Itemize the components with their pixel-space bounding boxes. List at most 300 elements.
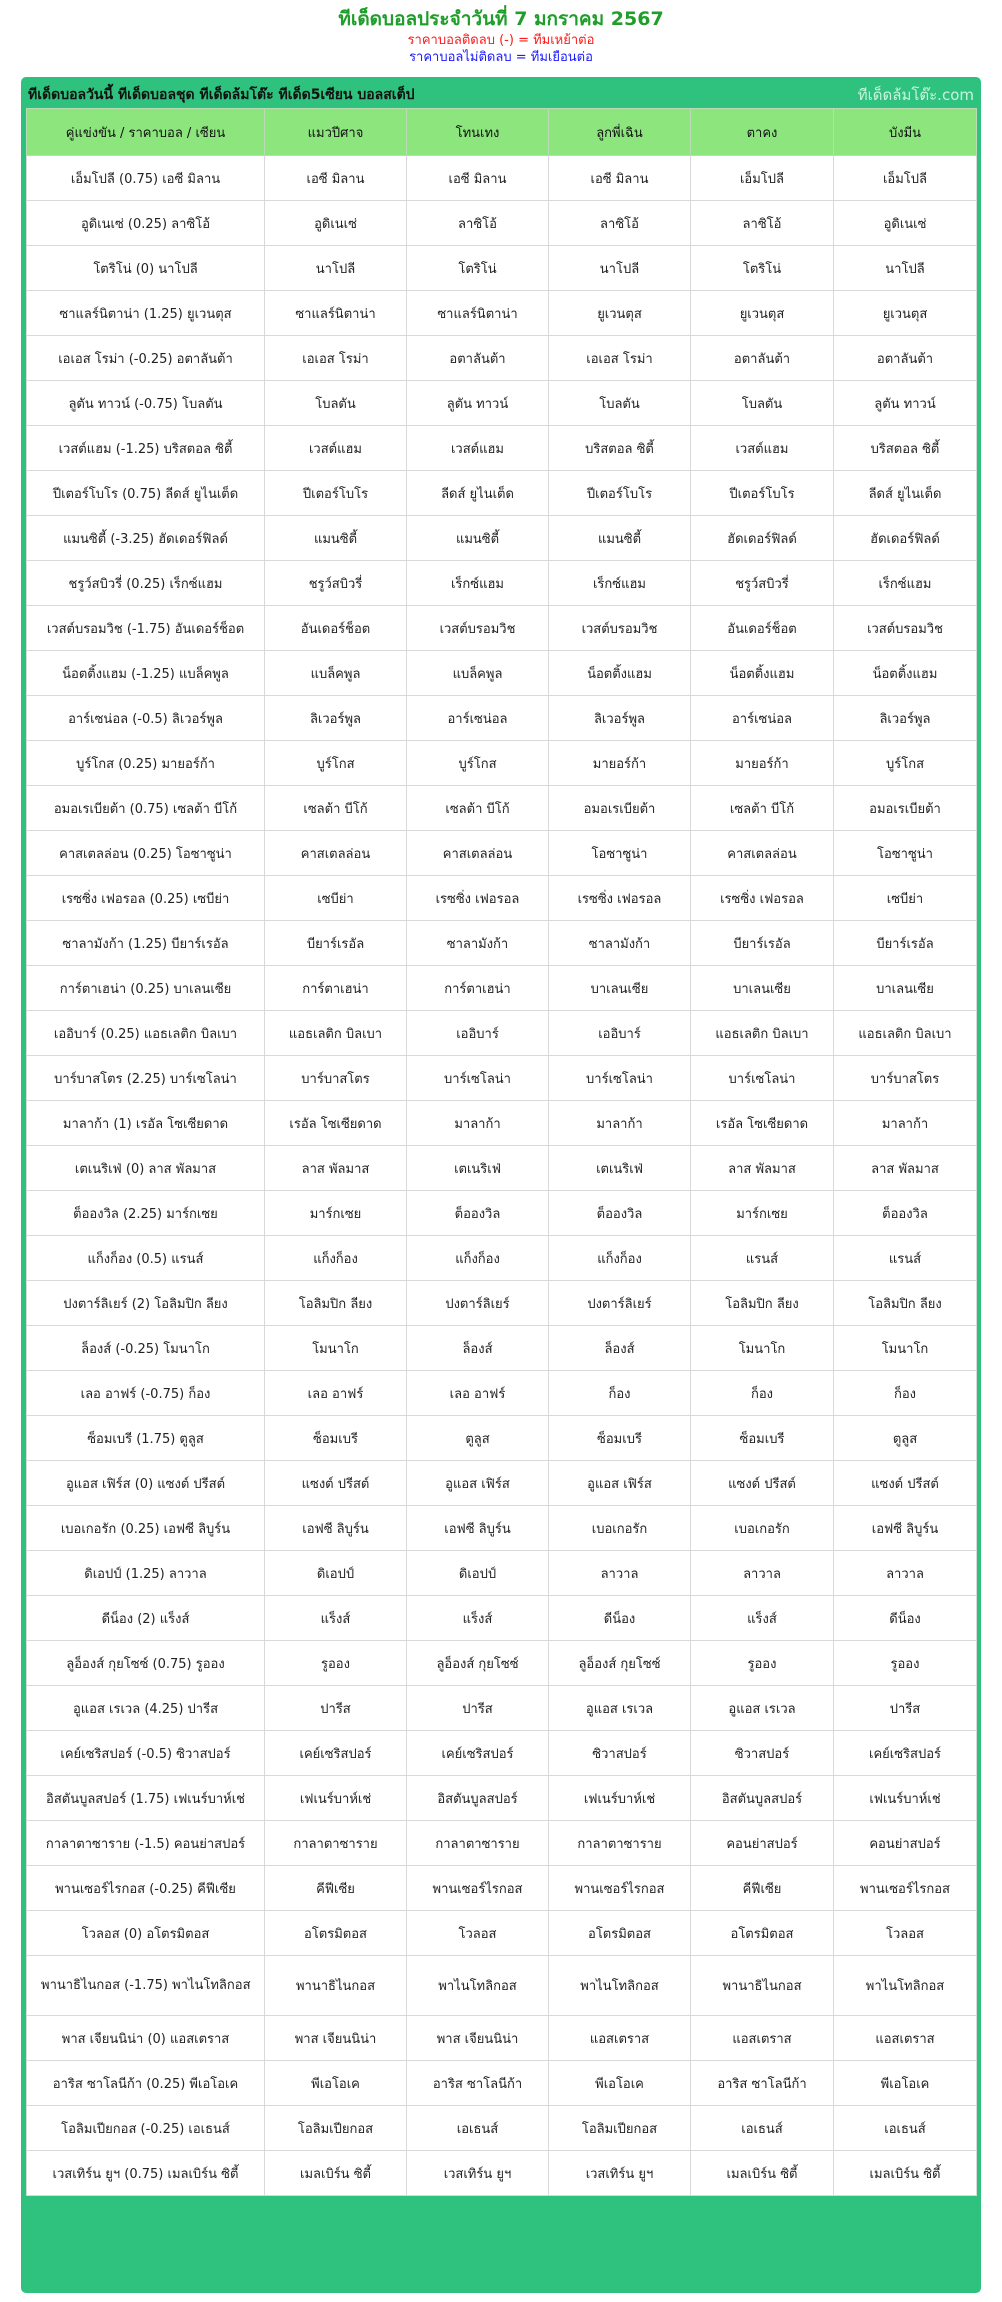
pick-cell: โอลิมปิก ลียง: [265, 1281, 407, 1326]
pick-cell: ปารีส: [265, 1686, 407, 1731]
pick-cell: อูดิเนเซ่: [834, 201, 977, 246]
pick-cell: บูร์โกส: [407, 741, 549, 786]
pick-cell: เร็กซ์แฮม: [834, 561, 977, 606]
pick-cell: พานเซอร์ไรกอส: [549, 1866, 691, 1911]
pick-cell: ก็อง: [691, 1371, 834, 1416]
pick-cell: ชรูว์สบิวรี่: [691, 561, 834, 606]
pick-cell: ต็อองวิล: [549, 1191, 691, 1236]
match-cell: ปงตาร์ลิเยร์ (2) โอลิมปิก ลียง: [27, 1281, 265, 1326]
pick-cell: บาเลนเซีย: [834, 966, 977, 1011]
table-row: [27, 1506, 977, 1551]
table-row: [27, 336, 977, 381]
table-row: [27, 606, 977, 651]
pick-cell: น็อตติ้งแฮม: [834, 651, 977, 696]
pick-cell: โอลิมเปียกอส: [265, 2106, 407, 2151]
pick-cell: แอธเลติก บิลเบา: [265, 1011, 407, 1056]
pick-cell: ลาส พัลมาส: [691, 1146, 834, 1191]
pick-cell: พาส เจียนนิน่า: [265, 2016, 407, 2061]
table-row: [27, 426, 977, 471]
pick-cell: ฮัดเดอร์ฟิลด์: [691, 516, 834, 561]
match-cell: แก็งก็อง (0.5) แรนส์: [27, 1236, 265, 1281]
table-row: [27, 1686, 977, 1731]
pick-cell: บาร์บาสโตร: [265, 1056, 407, 1101]
pick-cell: อิสตันบูลสปอร์: [691, 1776, 834, 1821]
table-header-row: [27, 109, 977, 156]
match-cell: โตริโน่ (0) นาโปลี: [27, 246, 265, 291]
pick-cell: โมนาโก: [265, 1326, 407, 1371]
pick-cell: ลาวาล: [834, 1551, 977, 1596]
pick-cell: ลูตัน ทาวน์: [407, 381, 549, 426]
pick-cell: เอเอส โรม่า: [265, 336, 407, 381]
pick-cell: รูออง: [265, 1641, 407, 1686]
match-cell: เวสต์บรอมวิช (-1.75) อันเดอร์ช็อต: [27, 606, 265, 651]
pick-cell: อูแอส เรเวล: [549, 1686, 691, 1731]
pick-cell: เอ็มโปลี: [691, 156, 834, 201]
pick-cell: พานาธิไนกอส: [265, 1956, 407, 2016]
pick-cell: ลาวาล: [549, 1551, 691, 1596]
pick-cell: เมลเบิร์น ซิตี้: [834, 2151, 977, 2196]
table-row: [27, 201, 977, 246]
pick-cell: แบล็คพูล: [407, 651, 549, 696]
pick-cell: ดิเอปป์: [265, 1551, 407, 1596]
pick-cell: เรซซิ่ง เฟอรอล: [407, 876, 549, 921]
pick-cell: อันเดอร์ช็อต: [691, 606, 834, 651]
pick-cell: โอลิมปิก ลียง: [834, 1281, 977, 1326]
pick-cell: โอซาซูน่า: [549, 831, 691, 876]
table-row: [27, 1461, 977, 1506]
pick-cell: ลูอ็องส์ กุยโซซ์: [407, 1641, 549, 1686]
pick-cell: อตาลันต้า: [834, 336, 977, 381]
table-row: [27, 966, 977, 1011]
table-row: [27, 1821, 977, 1866]
match-cell: บูร์โกส (0.25) มายอร์ก้า: [27, 741, 265, 786]
table-row: [27, 1956, 977, 2016]
page-title: ทีเด็ดบอลประจำวันที่ 7 มกราคม 2567: [338, 8, 664, 30]
match-cell: อิสตันบูลสปอร์ (1.75) เฟเนร์บาห์เช่: [27, 1776, 265, 1821]
pick-cell: มาร์กเซย: [265, 1191, 407, 1236]
pick-cell: ลิเวอร์พูล: [549, 696, 691, 741]
pick-cell: แรนส์: [691, 1236, 834, 1281]
pick-cell: ปงตาร์ลิเยร์: [407, 1281, 549, 1326]
pick-cell: มาลาก้า: [834, 1101, 977, 1146]
match-cell: พานาธิไนกอส (-1.75) พาไนโทลิกอส: [27, 1956, 265, 2016]
pick-cell: แอสเตราส: [549, 2016, 691, 2061]
pick-cell: รูออง: [691, 1641, 834, 1686]
pick-cell: ยูเวนตุส: [691, 291, 834, 336]
match-cell: อาร์เซน่อล (-0.5) ลิเวอร์พูล: [27, 696, 265, 741]
pick-cell: แมนซิตี้: [265, 516, 407, 561]
pick-cell: ตูลูส: [407, 1416, 549, 1461]
pick-cell: อาริส ซาโลนีก้า: [407, 2061, 549, 2106]
pick-cell: โบลตัน: [549, 381, 691, 426]
brand-watermark: ทีเด็ดล้มโต๊ะ.com: [857, 86, 974, 104]
pick-cell: บาร์เซโลน่า: [691, 1056, 834, 1101]
table-row: [27, 1911, 977, 1956]
match-cell: อูแอส เรเวล (4.25) ปารีส: [27, 1686, 265, 1731]
table-row: [27, 786, 977, 831]
table-row: [27, 2061, 977, 2106]
pick-cell: ลูตัน ทาวน์: [834, 381, 977, 426]
pick-cell: ซาแลร์นิตาน่า: [407, 291, 549, 336]
pick-cell: รูออง: [834, 1641, 977, 1686]
pick-cell: เวสต์บรอมวิช: [549, 606, 691, 651]
pick-cell: ซ็อมเบรี: [549, 1416, 691, 1461]
match-cell: อาริส ซาโลนีก้า (0.25) พีเอโอเค: [27, 2061, 265, 2106]
pick-cell: คีฟีเซีย: [265, 1866, 407, 1911]
match-cell: เบอเกอรัก (0.25) เอฟซี ลิบูร์น: [27, 1506, 265, 1551]
table-row: [27, 1731, 977, 1776]
match-cell: เลอ อาฟร์ (-0.75) ก็อง: [27, 1371, 265, 1416]
pick-cell: การ์ตาเฮน่า: [265, 966, 407, 1011]
pick-cell: คาสเตลล่อน: [265, 831, 407, 876]
column-header-tipster: ลูกพี่เฉิน: [549, 109, 691, 156]
pick-cell: เวสต์แฮม: [691, 426, 834, 471]
pick-cell: ซาลามังก้า: [407, 921, 549, 966]
pick-cell: บาเลนเซีย: [549, 966, 691, 1011]
pick-cell: ฮัดเดอร์ฟิลด์: [834, 516, 977, 561]
pick-cell: แอธเลติก บิลเบา: [834, 1011, 977, 1056]
match-cell: การ์ตาเฮน่า (0.25) บาเลนเซีย: [27, 966, 265, 1011]
pick-cell: ลาส พัลมาส: [265, 1146, 407, 1191]
pick-cell: เอฟซี ลิบูร์น: [834, 1506, 977, 1551]
pick-cell: ลีดส์ ยูไนเต็ด: [407, 471, 549, 516]
match-cell: ดีน็อง (2) แร็งส์: [27, 1596, 265, 1641]
match-cell: พาส เจียนนิน่า (0) แอสเตราส: [27, 2016, 265, 2061]
pick-cell: แร็งส์: [407, 1596, 549, 1641]
pick-cell: เออิบาร์: [407, 1011, 549, 1056]
match-cell: อูดิเนเซ่ (0.25) ลาซิโอ้: [27, 201, 265, 246]
match-cell: เวสต์แฮม (-1.25) บริสตอล ซิตี้: [27, 426, 265, 471]
pick-cell: ก็อง: [549, 1371, 691, 1416]
pick-cell: ลิเวอร์พูล: [834, 696, 977, 741]
pick-cell: บริสตอล ซิตี้: [834, 426, 977, 471]
table-row: [27, 1011, 977, 1056]
match-cell: เรซซิ่ง เฟอรอล (0.25) เซบีย่า: [27, 876, 265, 921]
pick-cell: โตริโน่: [691, 246, 834, 291]
pick-cell: คอนย่าสปอร์: [691, 1821, 834, 1866]
table-row: [27, 291, 977, 336]
match-cell: แมนซิตี้ (-3.25) ฮัดเดอร์ฟิลด์: [27, 516, 265, 561]
pick-cell: โอลิมปิก ลียง: [691, 1281, 834, 1326]
pick-cell: นาโปลี: [549, 246, 691, 291]
table-row: [27, 1101, 977, 1146]
pick-cell: เซลต้า บีโก้: [407, 786, 549, 831]
pick-cell: คาสเตลล่อน: [691, 831, 834, 876]
pick-cell: อูแอส เฟิร์ส: [549, 1461, 691, 1506]
pick-cell: คอนย่าสปอร์: [834, 1821, 977, 1866]
table-row: [27, 651, 977, 696]
match-cell: โอลิมเปียกอส (-0.25) เอเธนส์: [27, 2106, 265, 2151]
match-cell: ซ็อมเบรี (1.75) ตูลูส: [27, 1416, 265, 1461]
pick-cell: ลิเวอร์พูล: [265, 696, 407, 741]
pick-cell: อูแอส เฟิร์ส: [407, 1461, 549, 1506]
pick-cell: อมอเรเบียต้า: [549, 786, 691, 831]
pick-cell: เคย์เซริสปอร์: [407, 1731, 549, 1776]
pick-cell: เอฟซี ลิบูร์น: [407, 1506, 549, 1551]
match-cell: เคย์เซริสปอร์ (-0.5) ซิวาสปอร์: [27, 1731, 265, 1776]
pick-cell: ลีดส์ ยูไนเต็ด: [834, 471, 977, 516]
match-cell: เอเอส โรม่า (-0.25) อตาลันต้า: [27, 336, 265, 381]
pick-cell: เรซซิ่ง เฟอรอล: [549, 876, 691, 921]
match-cell: ชรูว์สบิวรี่ (0.25) เร็กซ์แฮม: [27, 561, 265, 606]
pick-cell: แซงต์ ปรีสต์: [691, 1461, 834, 1506]
pick-cell: กาลาตาซาราย: [265, 1821, 407, 1866]
table-row: [27, 2016, 977, 2061]
pick-cell: เวสต์แฮม: [407, 426, 549, 471]
pick-cell: โมนาโก: [834, 1326, 977, 1371]
match-cell: ดิเอปป์ (1.25) ลาวาล: [27, 1551, 265, 1596]
pick-cell: เร็กซ์แฮม: [549, 561, 691, 606]
pick-cell: โมนาโก: [691, 1326, 834, 1371]
pick-cell: กาลาตาซาราย: [407, 1821, 549, 1866]
pick-cell: ซิวาสปอร์: [549, 1731, 691, 1776]
pick-cell: บาร์เซโลน่า: [549, 1056, 691, 1101]
pick-cell: ลาซิโอ้: [549, 201, 691, 246]
pick-cell: เอเธนส์: [407, 2106, 549, 2151]
pick-cell: พาไนโทลิกอส: [549, 1956, 691, 2016]
match-cell: ปีเตอร์โบโร (0.75) ลีดส์ ยูไนเต็ด: [27, 471, 265, 516]
column-header-tipster: โทนเทง: [407, 109, 549, 156]
table-row: [27, 876, 977, 921]
pick-cell: เบอเกอรัก: [549, 1506, 691, 1551]
table-row: [27, 2151, 977, 2196]
pick-cell: นาโปลี: [834, 246, 977, 291]
pick-cell: เวสต์บรอมวิช: [407, 606, 549, 651]
pick-cell: เวสต์บรอมวิช: [834, 606, 977, 651]
pick-cell: เลอ อาฟร์: [265, 1371, 407, 1416]
pick-cell: ซาลามังก้า: [549, 921, 691, 966]
table-row: [27, 471, 977, 516]
pick-cell: แบล็คพูล: [265, 651, 407, 696]
pick-cell: ดิเอปป์: [407, 1551, 549, 1596]
table-row: [27, 1281, 977, 1326]
pick-cell: การ์ตาเฮน่า: [407, 966, 549, 1011]
pick-cell: เอซี มิลาน: [549, 156, 691, 201]
pick-cell: เซบีย่า: [265, 876, 407, 921]
pick-cell: น็อตติ้งแฮม: [549, 651, 691, 696]
pick-cell: มาลาก้า: [549, 1101, 691, 1146]
pick-cell: แซงต์ ปรีสต์: [834, 1461, 977, 1506]
pick-cell: เออิบาร์: [549, 1011, 691, 1056]
pick-cell: ล็องส์: [549, 1326, 691, 1371]
table-row: [27, 1866, 977, 1911]
match-cell: ลูอ็องส์ กุยโซซ์ (0.75) รูออง: [27, 1641, 265, 1686]
pick-cell: เอเอส โรม่า: [549, 336, 691, 381]
pick-cell: อตาลันต้า: [407, 336, 549, 381]
pick-cell: มายอร์ก้า: [691, 741, 834, 786]
pick-cell: อาริส ซาโลนีก้า: [691, 2061, 834, 2106]
pick-cell: อันเดอร์ช็อต: [265, 606, 407, 651]
pick-cell: ลาส พัลมาส: [834, 1146, 977, 1191]
pick-cell: แมนซิตี้: [407, 516, 549, 561]
pick-cell: เอซี มิลาน: [407, 156, 549, 201]
predictions-panel: [21, 77, 981, 2293]
pick-cell: น็อตติ้งแฮม: [691, 651, 834, 696]
pick-cell: คาสเตลล่อน: [407, 831, 549, 876]
column-header-tipster: แมวปีศาจ: [265, 109, 407, 156]
pick-cell: พาไนโทลิกอส: [834, 1956, 977, 2016]
pick-cell: ล็องส์: [407, 1326, 549, 1371]
pick-cell: เซลต้า บีโก้: [691, 786, 834, 831]
pick-cell: อูดิเนเซ่: [265, 201, 407, 246]
pick-cell: แซงต์ ปรีสต์: [265, 1461, 407, 1506]
match-cell: ซาแลร์นิตาน่า (1.25) ยูเวนตุส: [27, 291, 265, 336]
pick-cell: อมอเรเบียต้า: [834, 786, 977, 831]
pick-cell: พานาธิไนกอส: [691, 1956, 834, 2016]
pick-cell: แก็งก็อง: [407, 1236, 549, 1281]
pick-cell: เฟเนร์บาห์เช่: [549, 1776, 691, 1821]
pick-cell: เคย์เซริสปอร์: [265, 1731, 407, 1776]
pick-cell: เซลต้า บีโก้: [265, 786, 407, 831]
pick-cell: พีเอโอเค: [834, 2061, 977, 2106]
pick-cell: ซ็อมเบรี: [691, 1416, 834, 1461]
pick-cell: ต็อองวิล: [407, 1191, 549, 1236]
predictions-table: [26, 108, 977, 2196]
pick-cell: เอเธนส์: [834, 2106, 977, 2151]
pick-cell: เฟเนร์บาห์เช่: [834, 1776, 977, 1821]
pick-cell: ตูลูส: [834, 1416, 977, 1461]
pick-cell: ดีน็อง: [549, 1596, 691, 1641]
table-row: [27, 246, 977, 291]
pick-cell: แรนส์: [834, 1236, 977, 1281]
table-row: [27, 1416, 977, 1461]
pick-cell: อโตรมิตอส: [691, 1911, 834, 1956]
pick-cell: โวลอส: [834, 1911, 977, 1956]
pick-cell: อิสตันบูลสปอร์: [407, 1776, 549, 1821]
table-row: [27, 1371, 977, 1416]
pick-cell: บูร์โกส: [834, 741, 977, 786]
column-header-tipster: ตาคง: [691, 109, 834, 156]
match-cell: น็อตติ้งแฮม (-1.25) แบล็คพูล: [27, 651, 265, 696]
table-row: [27, 381, 977, 426]
panel-header: [26, 77, 976, 108]
pick-cell: เอฟซี ลิบูร์น: [265, 1506, 407, 1551]
pick-cell: แก็งก็อง: [549, 1236, 691, 1281]
pick-cell: บริสตอล ซิตี้: [549, 426, 691, 471]
table-row: [27, 1326, 977, 1371]
pick-cell: แร็งส์: [691, 1596, 834, 1641]
pick-cell: เตเนริเฟ่: [407, 1146, 549, 1191]
pick-cell: มาลาก้า: [407, 1101, 549, 1146]
pick-cell: เมลเบิร์น ซิตี้: [265, 2151, 407, 2196]
pick-cell: เวสเทิร์น ยูฯ: [549, 2151, 691, 2196]
pick-cell: เรอัล โซเซียดาด: [691, 1101, 834, 1146]
table-row: [27, 1236, 977, 1281]
pick-cell: อูแอส เรเวล: [691, 1686, 834, 1731]
pick-cell: เอ็มโปลี: [834, 156, 977, 201]
table-row: [27, 156, 977, 201]
pick-cell: โวลอส: [407, 1911, 549, 1956]
pick-cell: กาลาตาซาราย: [549, 1821, 691, 1866]
match-cell: บาร์บาสโตร (2.25) บาร์เซโลน่า: [27, 1056, 265, 1101]
match-cell: คาสเตลล่อน (0.25) โอซาซูน่า: [27, 831, 265, 876]
pick-cell: อโตรมิตอส: [265, 1911, 407, 1956]
pick-cell: อตาลันต้า: [691, 336, 834, 381]
match-cell: ต็อองวิล (2.25) มาร์กเซย: [27, 1191, 265, 1236]
match-cell: โวลอส (0) อโตรมิตอส: [27, 1911, 265, 1956]
pick-cell: เรซซิ่ง เฟอรอล: [691, 876, 834, 921]
table-row: [27, 831, 977, 876]
pick-cell: เบอเกอรัก: [691, 1506, 834, 1551]
pick-cell: บูร์โกส: [265, 741, 407, 786]
pick-cell: ยูเวนตุส: [834, 291, 977, 336]
pick-cell: แอธเลติก บิลเบา: [691, 1011, 834, 1056]
pick-cell: พานเซอร์ไรกอส: [407, 1866, 549, 1911]
match-cell: เออิบาร์ (0.25) แอธเลติก บิลเบา: [27, 1011, 265, 1056]
pick-cell: พาส เจียนนิน่า: [407, 2016, 549, 2061]
pick-cell: เอเธนส์: [691, 2106, 834, 2151]
table-row: [27, 516, 977, 561]
pick-cell: มายอร์ก้า: [549, 741, 691, 786]
table-row: [27, 1056, 977, 1101]
match-cell: อมอเรเบียต้า (0.75) เซลต้า บีโก้: [27, 786, 265, 831]
table-row: [27, 921, 977, 966]
pick-cell: เตเนริเฟ่: [549, 1146, 691, 1191]
pick-cell: ลาซิโอ้: [691, 201, 834, 246]
pick-cell: เอซี มิลาน: [265, 156, 407, 201]
pick-cell: ลาวาล: [691, 1551, 834, 1596]
table-body: [27, 156, 977, 2196]
pick-cell: ปีเตอร์โบโร: [549, 471, 691, 516]
table-row: [27, 2106, 977, 2151]
legend-negative-odds: ราคาบอลติดลบ (-) = ทีมเหย้าต่อ: [407, 33, 595, 48]
pick-cell: ปีเตอร์โบโร: [265, 471, 407, 516]
pick-cell: โอซาซูน่า: [834, 831, 977, 876]
pick-cell: ปารีส: [834, 1686, 977, 1731]
table-row: [27, 1191, 977, 1236]
pick-cell: ปงตาร์ลิเยร์: [549, 1281, 691, 1326]
pick-cell: เวสต์แฮม: [265, 426, 407, 471]
pick-cell: อโตรมิตอส: [549, 1911, 691, 1956]
pick-cell: แมนซิตี้: [549, 516, 691, 561]
pick-cell: ปารีส: [407, 1686, 549, 1731]
page-header: [0, 0, 1002, 66]
pick-cell: อาร์เซน่อล: [691, 696, 834, 741]
pick-cell: นาโปลี: [265, 246, 407, 291]
match-cell: อูแอส เฟิร์ส (0) แซงต์ ปรีสต์: [27, 1461, 265, 1506]
pick-cell: บาร์เซโลน่า: [407, 1056, 549, 1101]
table-row: [27, 1551, 977, 1596]
pick-cell: พีเอโอเค: [265, 2061, 407, 2106]
match-cell: พานเซอร์ไรกอส (-0.25) คีฟีเซีย: [27, 1866, 265, 1911]
pick-cell: เวสเทิร์น ยูฯ: [407, 2151, 549, 2196]
pick-cell: คีฟีเซีย: [691, 1866, 834, 1911]
pick-cell: ซ็อมเบรี: [265, 1416, 407, 1461]
pick-cell: แก็งก็อง: [265, 1236, 407, 1281]
match-cell: เวสเทิร์น ยูฯ (0.75) เมลเบิร์น ซิตี้: [27, 2151, 265, 2196]
pick-cell: ต็อองวิล: [834, 1191, 977, 1236]
pick-cell: แอสเตราส: [691, 2016, 834, 2061]
pick-cell: บียาร์เรอัล: [265, 921, 407, 966]
pick-cell: บาเลนเซีย: [691, 966, 834, 1011]
pick-cell: ก็อง: [834, 1371, 977, 1416]
pick-cell: โอลิมเปียกอส: [549, 2106, 691, 2151]
pick-cell: ยูเวนตุส: [549, 291, 691, 336]
table-row: [27, 741, 977, 786]
pick-cell: เฟเนร์บาห์เช่: [265, 1776, 407, 1821]
pick-cell: ซิวาสปอร์: [691, 1731, 834, 1776]
column-header-match: คู่แข่งขัน / ราคาบอล / เซียน: [27, 109, 265, 156]
panel-title: ทีเด็ดบอลวันนี้ ทีเด็ดบอลชุด ทีเด็ดล้มโต๊ะ ทีเด็ด5เซียน บอลสเต็ป: [28, 87, 415, 103]
table-row: [27, 696, 977, 741]
pick-cell: ลูอ็องส์ กุยโซซ์: [549, 1641, 691, 1686]
pick-cell: ลาซิโอ้: [407, 201, 549, 246]
match-cell: เตเนริเฟ่ (0) ลาส พัลมาส: [27, 1146, 265, 1191]
match-cell: ลูตัน ทาวน์ (-0.75) โบลตัน: [27, 381, 265, 426]
pick-cell: แร็งส์: [265, 1596, 407, 1641]
pick-cell: อาร์เซน่อล: [407, 696, 549, 741]
table-row: [27, 1596, 977, 1641]
